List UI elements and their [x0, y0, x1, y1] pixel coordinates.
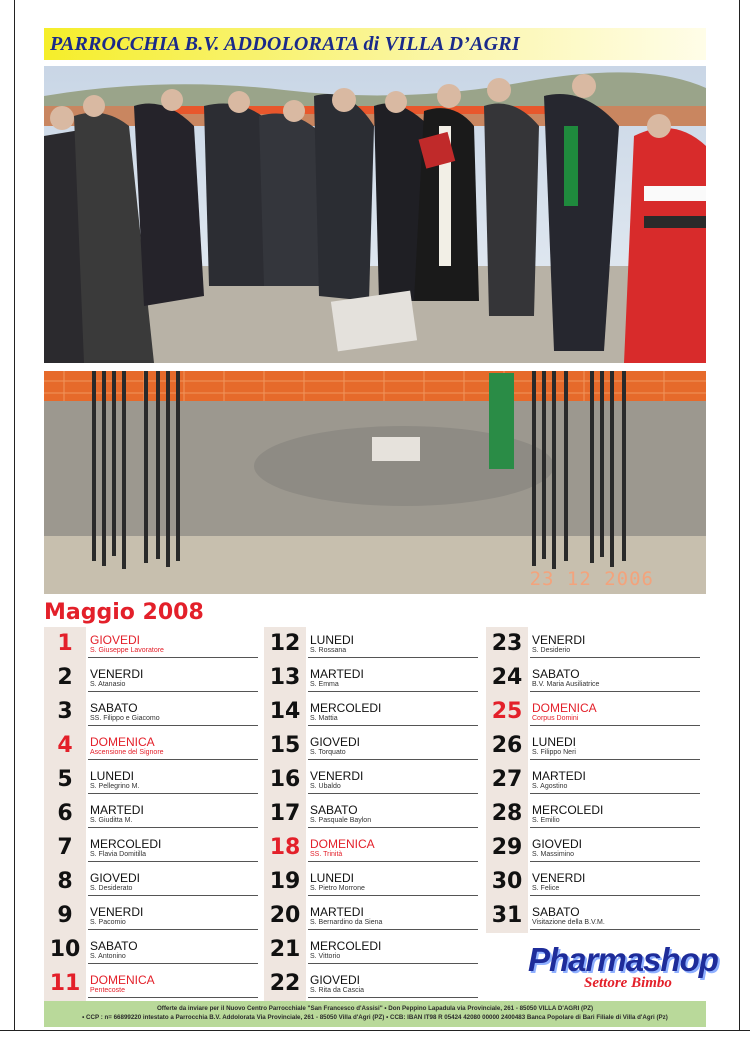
day-rule [308, 895, 478, 896]
footer-line-1: Offerte da inviare per il Nuovo Centro Parrocchiale "San Francesco d'Assisi" • Don Peppino Lapadula via Provinciale, 261 - 85050 VILLA D'AGRI (PZ) [156, 1005, 594, 1012]
weekday-name: DOMENICA [310, 837, 375, 851]
day-number: 31 [491, 903, 523, 928]
calendar-day [44, 729, 264, 763]
weekday-name: LUNEDI [532, 735, 577, 749]
footer-line-2: • CCP : n= 66899220 intestato a Parrocchia B.V. Addolorata Via Provinciale, 261 - 85050 Villa d'Agri (PZ) • CCB: IBAN IT98 R 05424 42080 00000 2400483 Banca Popolare di Bari Filiale di Villa d'Agri (Pz) [82, 1014, 668, 1021]
saint-name: B.V. Maria Ausiliatrice [532, 681, 600, 688]
saint-name: S. Giuseppe Lavoratore [90, 647, 164, 654]
day-rule [530, 657, 700, 658]
saint-name: S. Pellegrino M. [90, 783, 140, 790]
day-list [486, 627, 706, 933]
calendar-day [264, 797, 484, 831]
calendar-day [486, 627, 706, 661]
weekday-name: MERCOLEDI [310, 701, 382, 715]
calendar-column-1 [44, 627, 264, 1001]
saint-name: S. Flavia Domitilla [90, 851, 147, 858]
weekday-name: MARTEDI [310, 905, 364, 919]
day-number: 2 [57, 665, 73, 690]
day-list [264, 627, 484, 1001]
day-number: 13 [269, 665, 301, 690]
day-rule [530, 895, 700, 896]
saint-name: S. Rossana [310, 647, 347, 654]
saint-name: Ascensione del Signore [90, 749, 164, 756]
day-number: 26 [491, 733, 523, 758]
weekday-name: VENERDI [310, 769, 364, 783]
calendar-day [264, 695, 484, 729]
parish-title: PARROCCHIA B.V. ADDOLORATA di VILLA D’AGRI [50, 33, 520, 55]
weekday-name: VENERDI [90, 667, 144, 681]
day-rule [308, 657, 478, 658]
calendar-day [264, 661, 484, 695]
saint-name: S. Antonino [90, 953, 126, 960]
calendar-day [264, 831, 484, 865]
saint-name: S. Torquato [310, 749, 346, 756]
weekday-name: MERCOLEDI [90, 837, 162, 851]
day-number: 25 [491, 699, 523, 724]
photo-date-stamp: 23 12 2006 [529, 568, 654, 590]
day-rule [530, 759, 700, 760]
calendar-day [44, 763, 264, 797]
saint-name: S. Giuditta M. [90, 817, 133, 824]
day-rule [308, 725, 478, 726]
weekday-name: SABATO [532, 667, 580, 681]
calendar-day [486, 763, 706, 797]
saint-name: S. Massimino [532, 851, 575, 858]
calendar-day [264, 763, 484, 797]
day-number: 14 [269, 699, 301, 724]
calendar-day [486, 899, 706, 933]
day-number: 5 [57, 767, 73, 792]
day-number: 7 [57, 835, 73, 860]
ceremony-photo [44, 66, 706, 363]
day-number: 16 [269, 767, 301, 792]
donation-footer [44, 1001, 706, 1027]
weekday-name: MARTEDI [532, 769, 586, 783]
weekday-name: SABATO [310, 803, 358, 817]
day-rule [308, 759, 478, 760]
day-rule [530, 725, 700, 726]
calendar-day [44, 797, 264, 831]
day-rule [88, 997, 258, 998]
calendar-day [264, 729, 484, 763]
weekday-name: SABATO [90, 939, 138, 953]
saint-name: S. Desiderio [532, 647, 571, 654]
day-number: 1 [57, 631, 73, 656]
day-rule [88, 929, 258, 930]
calendar-day [44, 831, 264, 865]
day-number: 18 [269, 835, 301, 860]
weekday-name: DOMENICA [90, 973, 155, 987]
saint-name: S. Ubaldo [310, 783, 341, 790]
day-number: 17 [269, 801, 301, 826]
day-number: 21 [269, 937, 301, 962]
weekday-name: GIOVEDI [310, 735, 361, 749]
weekday-name: GIOVEDI [90, 633, 141, 647]
day-rule [308, 997, 478, 998]
calendar-day [486, 661, 706, 695]
saint-name: SS. Trinità [310, 851, 343, 858]
weekday-name: MERCOLEDI [532, 803, 604, 817]
weekday-name: VENERDI [90, 905, 144, 919]
saint-name: S. Emma [310, 681, 339, 688]
weekday-name: DOMENICA [532, 701, 597, 715]
saint-name: S. Mattia [310, 715, 338, 722]
page-frame-bottom [0, 1030, 750, 1031]
day-number: 10 [49, 937, 81, 962]
day-number: 3 [57, 699, 73, 724]
calendar-day [486, 797, 706, 831]
saint-name: S. Felice [532, 885, 560, 892]
calendar-day [486, 695, 706, 729]
day-rule [88, 861, 258, 862]
calendar-day [44, 899, 264, 933]
weekday-name: MARTEDI [310, 667, 364, 681]
day-number: 19 [269, 869, 301, 894]
day-rule [530, 793, 700, 794]
weekday-name: DOMENICA [90, 735, 155, 749]
saint-name: Visitazione della B.V.M. [532, 919, 605, 926]
calendar-day [44, 933, 264, 967]
foundation-site-photo [44, 371, 706, 594]
saint-name: S. Pasquale Baylon [310, 817, 372, 824]
calendar-column-3 [486, 627, 706, 933]
logo-brand: Pharmashop [528, 941, 718, 978]
saint-name: S. Rita da Cascia [310, 987, 365, 994]
saint-name: S. Pietro Morrone [310, 885, 365, 892]
day-rule [308, 861, 478, 862]
saint-name: S. Bernardino da Siena [310, 919, 383, 926]
saint-name: SS. Filippo e Giacomo [90, 715, 160, 722]
day-rule [530, 691, 700, 692]
day-rule [88, 725, 258, 726]
saint-name: S. Atanasio [90, 681, 126, 688]
weekday-name: LUNEDI [310, 871, 355, 885]
day-rule [88, 691, 258, 692]
weekday-name: LUNEDI [310, 633, 355, 647]
day-rule [308, 929, 478, 930]
day-rule [530, 929, 700, 930]
calendar-day [264, 933, 484, 967]
weekday-name: GIOVEDI [532, 837, 583, 851]
pharmashop-logo [524, 941, 718, 1001]
day-number: 20 [269, 903, 301, 928]
weekday-name: SABATO [532, 905, 580, 919]
calendar-day [486, 865, 706, 899]
saint-name: S. Pacomio [90, 919, 126, 926]
day-rule [308, 793, 478, 794]
logo-tagline: Settore Bimbo [584, 975, 672, 991]
day-number: 12 [269, 631, 301, 656]
day-rule [530, 861, 700, 862]
weekday-name: LUNEDI [90, 769, 135, 783]
day-number: 24 [491, 665, 523, 690]
day-rule [308, 827, 478, 828]
weekday-name: MERCOLEDI [310, 939, 382, 953]
saint-name: S. Emilio [532, 817, 560, 824]
calendar-day [264, 627, 484, 661]
parish-header [44, 28, 706, 60]
month-title: Maggio 2008 [44, 600, 204, 625]
weekday-name: VENERDI [532, 871, 586, 885]
saint-name: Pentecoste [90, 987, 126, 994]
day-number: 22 [269, 971, 301, 996]
weekday-name: SABATO [90, 701, 138, 715]
saint-name: S. Desiderato [90, 885, 133, 892]
day-rule [530, 827, 700, 828]
calendar-column-2 [264, 627, 484, 1001]
weekday-name: MARTEDI [90, 803, 144, 817]
day-number: 27 [491, 767, 523, 792]
saint-name: S. Vittorio [310, 953, 341, 960]
calendar-day [44, 967, 264, 1001]
calendar-day [44, 695, 264, 729]
day-number: 15 [269, 733, 301, 758]
weekday-name: GIOVEDI [90, 871, 141, 885]
day-rule [88, 759, 258, 760]
day-rule [88, 895, 258, 896]
day-number: 23 [491, 631, 523, 656]
day-list [44, 627, 264, 1001]
calendar-day [44, 661, 264, 695]
saint-name: S. Filippo Neri [532, 749, 576, 756]
day-rule [88, 963, 258, 964]
calendar-day [44, 627, 264, 661]
day-rule [88, 827, 258, 828]
calendar-day [264, 899, 484, 933]
day-number: 28 [491, 801, 523, 826]
calendar-day [264, 967, 484, 1001]
day-rule [88, 657, 258, 658]
day-rule [308, 963, 478, 964]
day-number: 8 [57, 869, 73, 894]
weekday-name: VENERDI [532, 633, 586, 647]
day-number: 9 [57, 903, 73, 928]
page-frame-left [14, 0, 15, 1030]
calendar-day [486, 831, 706, 865]
saint-name: Corpus Domini [532, 715, 579, 722]
day-number: 6 [57, 801, 73, 826]
page-frame-right [739, 0, 740, 1030]
day-rule [308, 691, 478, 692]
calendar-day [264, 865, 484, 899]
calendar-day [44, 865, 264, 899]
day-number: 11 [49, 971, 81, 996]
day-rule [88, 793, 258, 794]
day-number: 29 [491, 835, 523, 860]
day-number: 30 [491, 869, 523, 894]
day-number: 4 [57, 733, 73, 758]
saint-name: S. Agostino [532, 783, 568, 790]
calendar-day [486, 729, 706, 763]
weekday-name: GIOVEDI [310, 973, 361, 987]
